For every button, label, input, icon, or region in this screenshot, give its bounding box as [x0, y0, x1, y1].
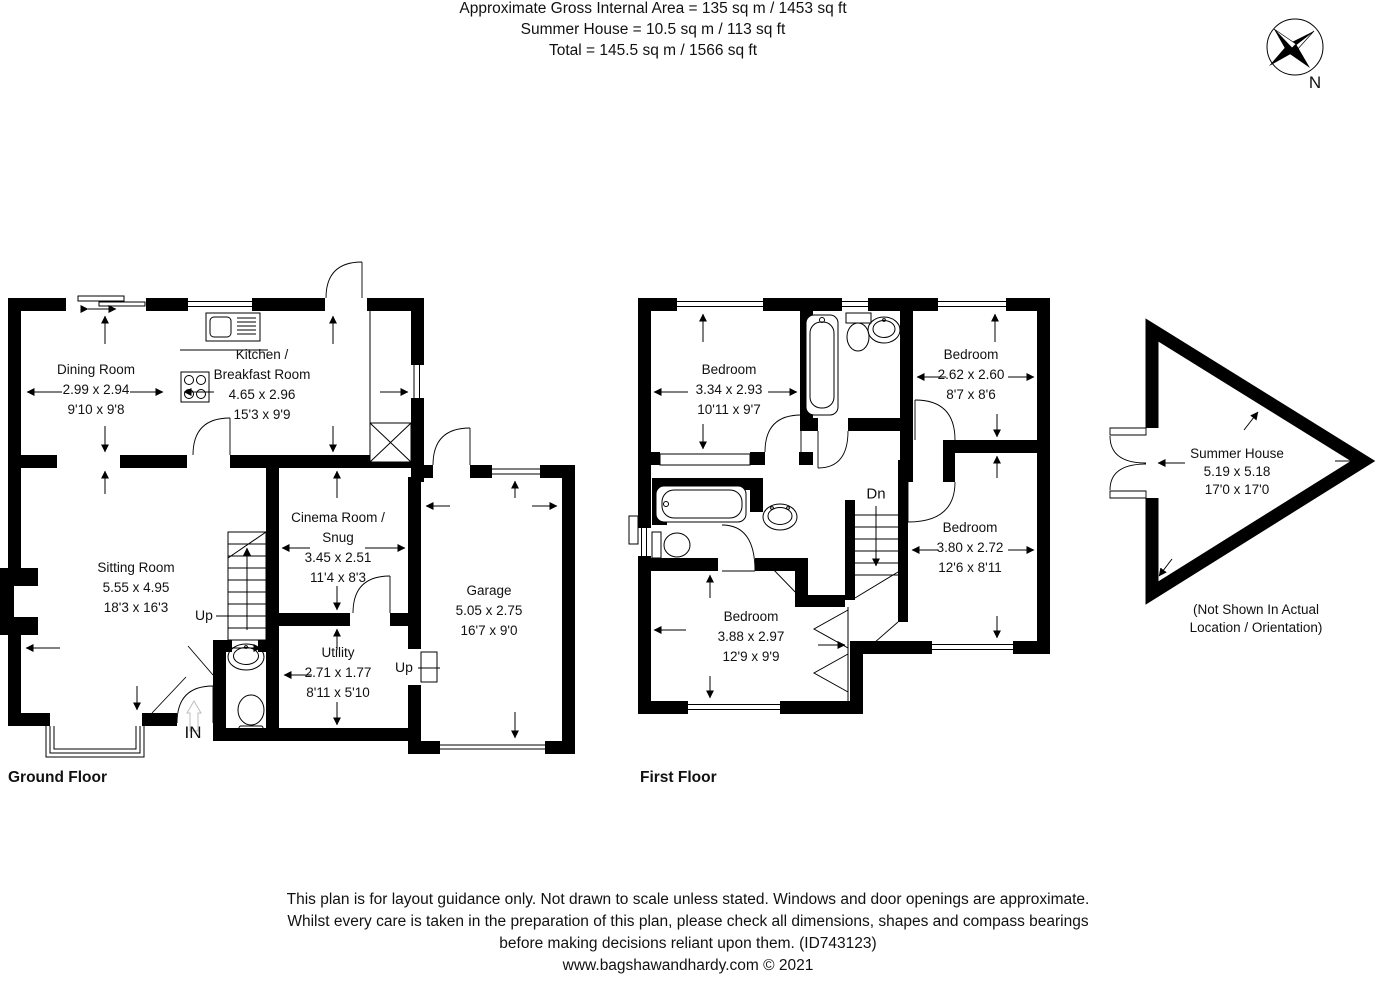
- room-label-dining: Dining Room 2.99 x 2.94 9'10 x 9'8: [56, 362, 136, 417]
- room-label-garage: Garage 5.05 x 2.75 16'7 x 9'0: [455, 583, 523, 638]
- disclaimer-line1: This plan is for layout guidance only. Not drawn to scale unless stated. Windows and door openings are approximate.: [286, 891, 1090, 908]
- wardrobe-doors-icon: [814, 607, 848, 701]
- header-summer-house-line: Summer House = 10.5 sq m / 113 sq ft: [520, 21, 786, 38]
- ground-floor-title: Ground Floor: [8, 769, 108, 786]
- website-copyright: www.bagshawandhardy.com © 2021: [562, 957, 814, 974]
- room-label-kitchen: Kitchen / Breakfast Room 4.65 x 2.96 15'3 x 9'9: [213, 347, 311, 422]
- window-icon-bathroom: [842, 302, 868, 307]
- window-icon-right-wall: [414, 365, 420, 398]
- store-cupboard-icon: [370, 423, 411, 462]
- room-label-bedroom-bottom-left: Bedroom 3.88 x 2.97 12'9 x 9'9: [717, 609, 785, 664]
- basin-icon: [763, 504, 797, 530]
- bath-icon: [806, 315, 838, 415]
- toilet-icon: [846, 313, 871, 351]
- window-icon-bed4: [688, 705, 780, 710]
- sink-icon: [206, 313, 260, 341]
- bath-icon: [656, 486, 746, 522]
- window-icon-ensuite: [642, 528, 647, 556]
- hob-icon: [181, 372, 209, 402]
- stairs-up-icon: [228, 532, 266, 640]
- window-icon-bed1: [677, 302, 763, 307]
- entrance-in-label: IN: [184, 723, 202, 742]
- stairs-down-label: Dn: [866, 485, 886, 503]
- toilet-icon: [652, 532, 690, 558]
- room-label-cinema: Cinema Room / Snug 3.45 x 2.51 11'4 x 8'3: [291, 510, 385, 585]
- window-icon-kitchen: [188, 302, 252, 307]
- stairs-down-icon: [855, 506, 898, 598]
- garage-door-icon: [440, 745, 545, 749]
- window-icon-dining: [78, 296, 145, 309]
- window-icon-garage: [492, 469, 540, 474]
- room-label-sitting: Sitting Room 5.55 x 4.95 18'3 x 16'3: [97, 560, 175, 615]
- compass-north-label: N: [1308, 73, 1322, 92]
- first-floor-title: First Floor: [640, 769, 717, 786]
- room-label-summer-house: Summer House 5.19 x 5.18 17'0 x 17'0: [1190, 446, 1284, 497]
- room-label-bedroom-top-right: Bedroom 2.62 x 2.60 8'7 x 8'6: [937, 347, 1005, 402]
- window-icon-bed3: [932, 645, 1013, 650]
- basin-icon: [868, 317, 900, 343]
- header-area-line1: Approximate Gross Internal Area = 135 sq m / 1453 sq ft: [459, 0, 847, 17]
- garage-up-label: Up: [395, 659, 413, 675]
- room-label-utility: Utility 2.71 x 1.77 8'11 x 5'10: [304, 645, 372, 700]
- double-door-icon: [1110, 428, 1146, 498]
- stairs-up-label: Up: [195, 607, 213, 623]
- room-label-bedroom-right: Bedroom 3.80 x 2.72 12'6 x 8'11: [936, 520, 1004, 575]
- header-total-line: Total = 145.5 sq m / 1566 sq ft: [548, 42, 758, 59]
- window-icon-bed2: [938, 302, 1006, 307]
- wardrobe-icon-bed1: [660, 454, 750, 465]
- summer-house-note: (Not Shown In Actual Location / Orientation): [1189, 602, 1323, 635]
- room-label-bedroom-top-left: Bedroom 3.34 x 2.93 10'11 x 9'7: [695, 362, 763, 417]
- disclaimer-line2: Whilst every care is taken in the preparation of this plan, please check all dimensions, shapes and compass bearings: [287, 913, 1089, 930]
- disclaimer-line3: before making decisions reliant upon them. (ID743123): [499, 935, 877, 952]
- bay-window-icon: [46, 726, 144, 757]
